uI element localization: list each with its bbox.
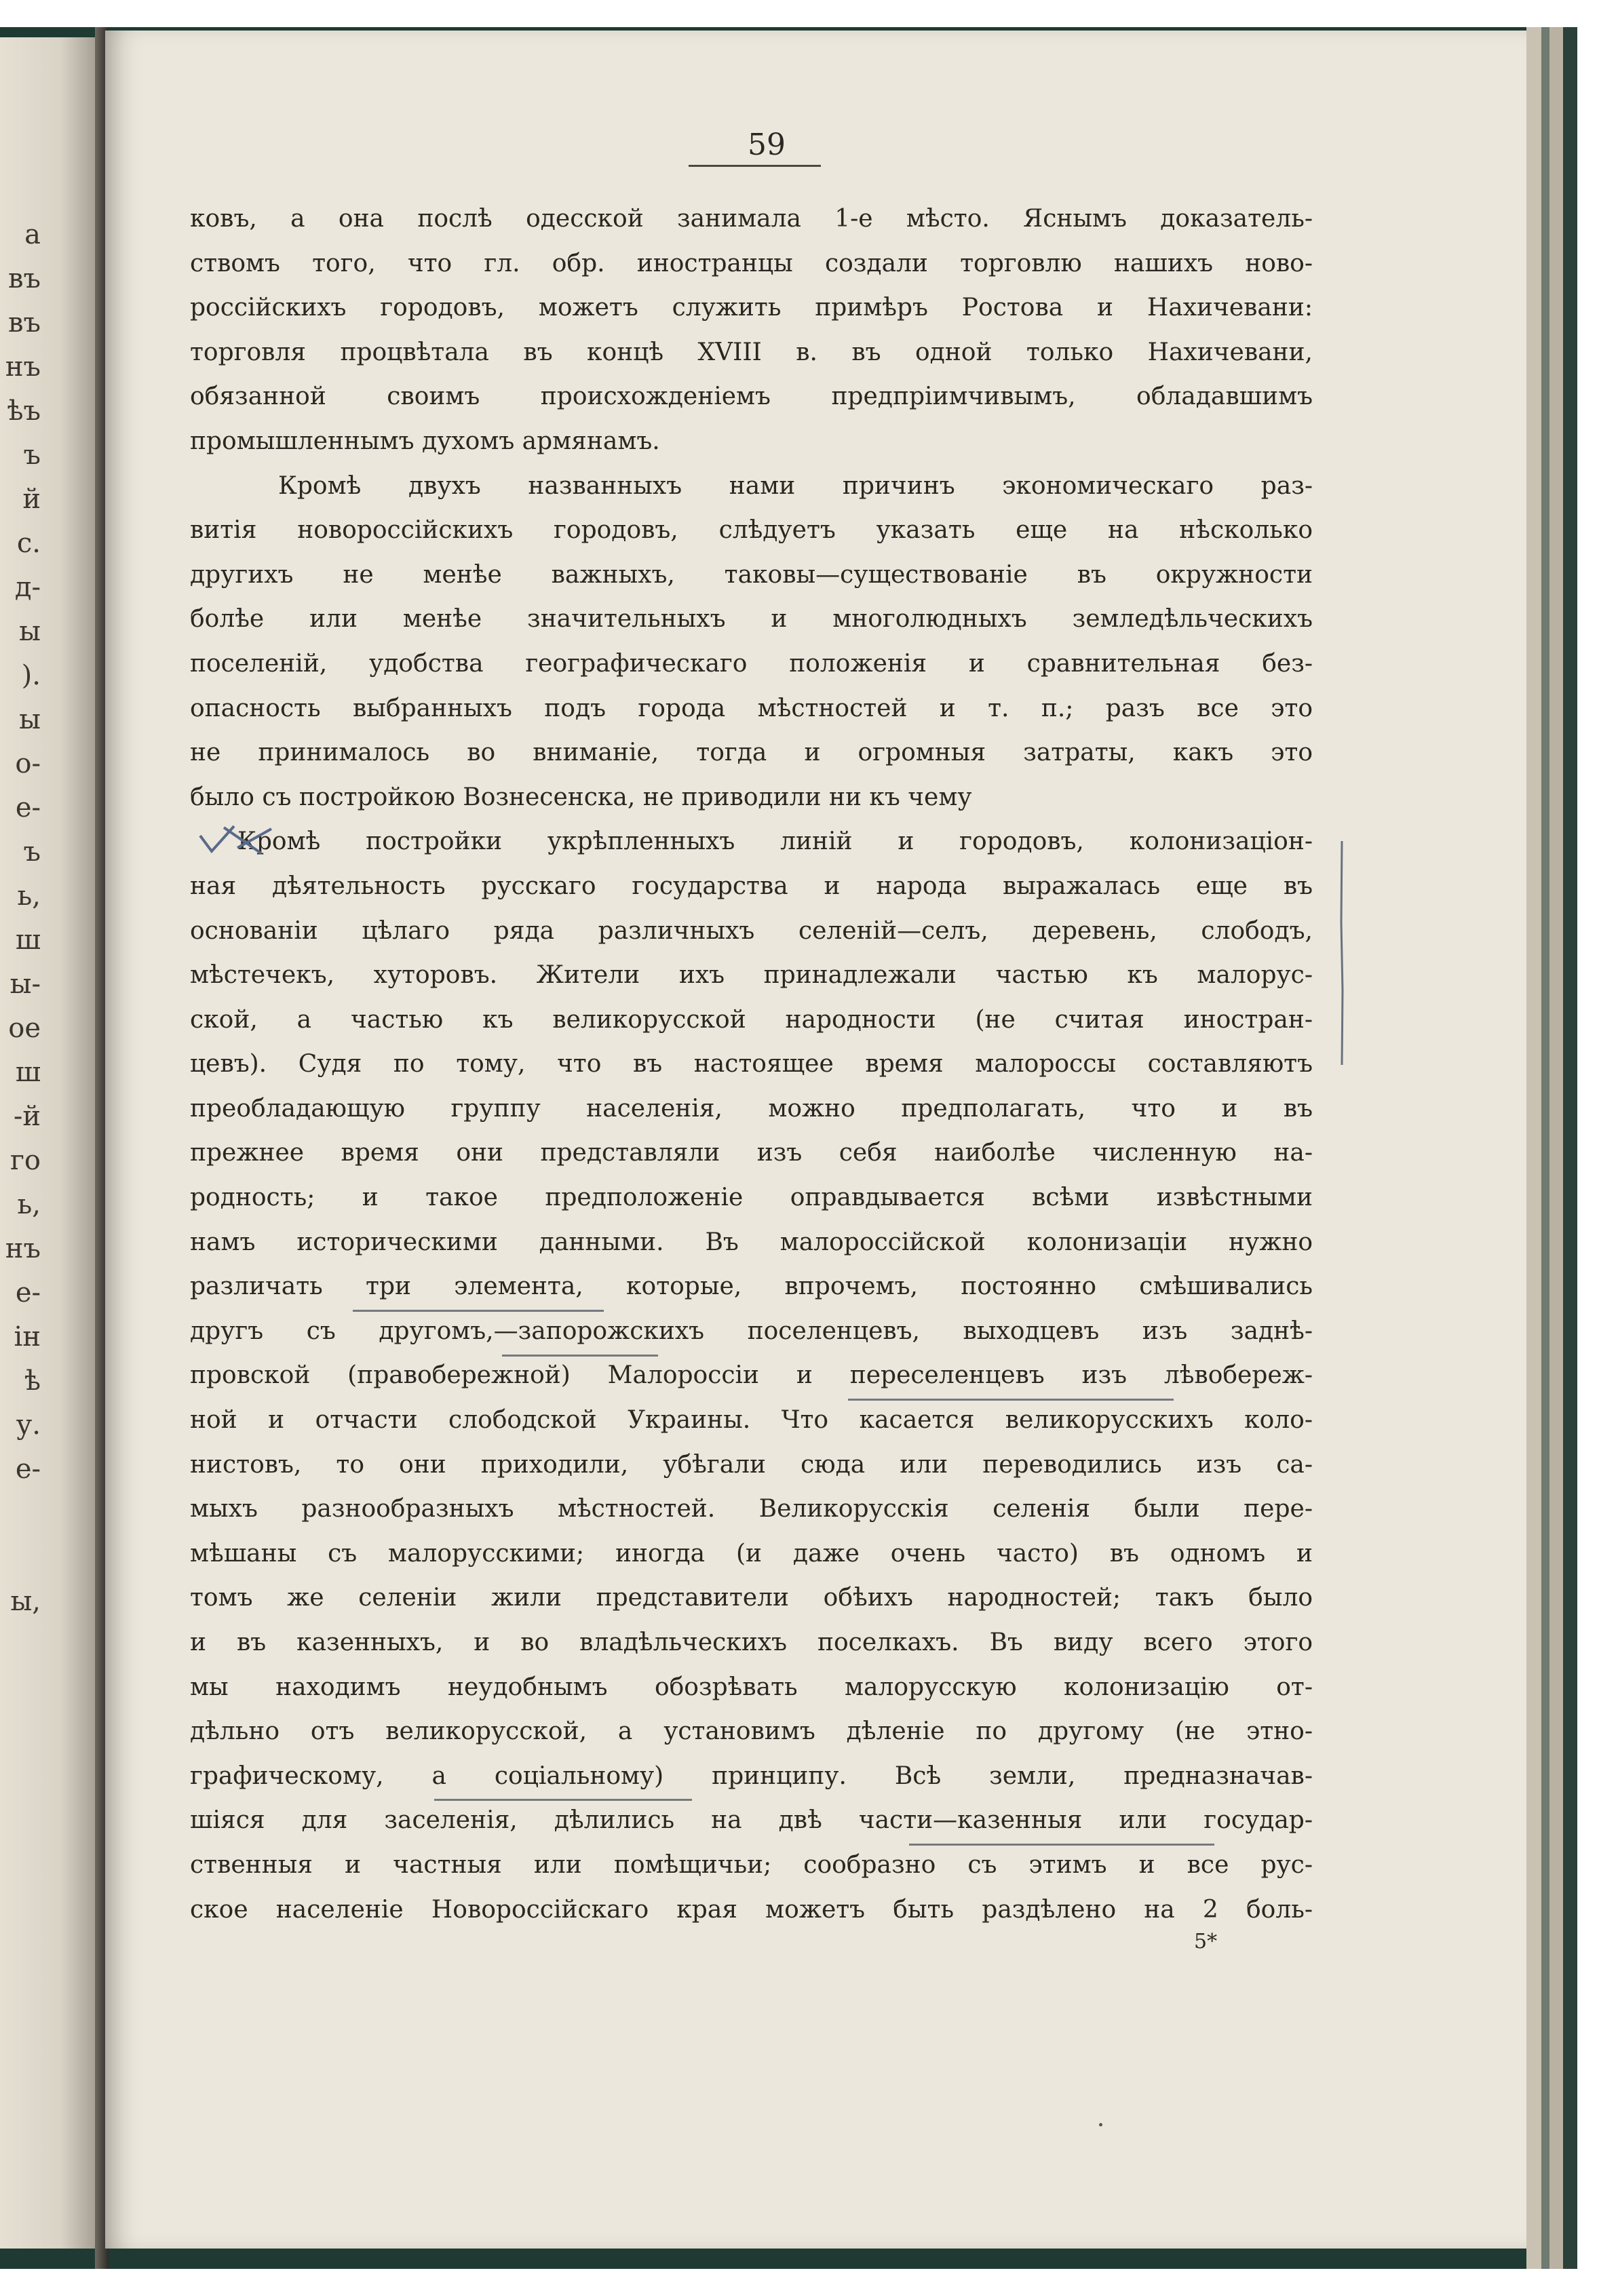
pencil-underline — [434, 1799, 692, 1801]
text-line: дѣльно отъ великорусской, а установимъ дѣленіе по другому (не этно- — [190, 1717, 1313, 1746]
margin-text-fragment: у. — [16, 1409, 41, 1441]
margin-text-fragment: ін — [14, 1321, 41, 1353]
margin-text-fragment: въ — [8, 263, 41, 294]
text-line: основаніи цѣлаго ряда различныхъ селеній—селъ, деревень, слободъ, — [190, 916, 1313, 945]
text-line: томъ же селеніи жили представители обѣихъ народностей; такъ было — [190, 1584, 1313, 1612]
text-line: другихъ не менѣе важныхъ, таковы—существованіе въ окружности — [190, 560, 1313, 589]
margin-text-fragment: ѣ — [24, 1365, 41, 1397]
page-number: 59 — [748, 128, 786, 162]
margin-text-fragment: -й — [13, 1101, 41, 1132]
text-line: ской, а частью къ великорусской народности (не считая иностран- — [190, 1005, 1313, 1034]
margin-text-fragment: ш — [15, 925, 41, 956]
speck — [1099, 2123, 1102, 2126]
margin-text-fragment: а — [24, 219, 41, 250]
text-line: различать три элемента, которые, впрочемъ, постоянно смѣшивались — [190, 1272, 1313, 1301]
margin-text-fragment: ы — [19, 704, 41, 735]
margin-text-fragment: нъ — [5, 351, 41, 383]
margin-text-fragment: ы — [19, 616, 41, 647]
text-line: нистовъ, то они приходили, убѣгали сюда или переводились изъ са- — [190, 1450, 1313, 1479]
margin-text-fragment: ы, — [10, 1586, 41, 1617]
page-number-rule — [689, 165, 821, 167]
text-line: торговля процвѣтала въ концѣ XVIII в. въ одной только Нахичевани, — [190, 338, 1313, 366]
text-line: родность; и такое предположеніе оправдывается всѣми извѣстными — [190, 1184, 1313, 1212]
page-edge — [1563, 27, 1577, 2269]
margin-text-fragment: ш — [15, 1057, 41, 1088]
text-line: и въ казенныхъ, и во владѣльческихъ поселкахъ. Въ виду всего этого — [190, 1629, 1313, 1656]
margin-text-fragment: ь, — [17, 1189, 41, 1220]
text-line: графическому, а соціальному) принципу. Всѣ земли, предназначав- — [190, 1762, 1313, 1790]
text-line: Кромѣ двухъ названныхъ нами причинъ экономическаго раз- — [278, 471, 1313, 500]
margin-text-fragment: й — [22, 484, 41, 515]
text-line: было съ постройкою Вознесенска, не приводили ни къ чему — [190, 783, 972, 811]
text-line: другъ съ другомъ,—запорожскихъ поселенцевъ, выходцевъ изъ заднѣ- — [190, 1317, 1313, 1345]
text-line: намъ историческими данными. Въ малороссійской колонизаціи нужно — [190, 1228, 1313, 1256]
body-text — [190, 197, 1313, 1932]
text-line: Кромѣ постройки укрѣпленныхъ линій и городовъ, колонизацiон- — [237, 828, 1313, 856]
text-line: ственныя и частныя или помѣщичьи; сообразно съ этимъ и все рус- — [190, 1850, 1313, 1879]
text-line: ское населеніе Новороссійскаго края можетъ быть раздѣлено на 2 боль- — [190, 1895, 1313, 1924]
text-line: мѣстечекъ, хуторовъ. Жители ихъ принадлежали частью къ малорус- — [190, 961, 1313, 990]
text-line: прежнее время они представляли изъ себя наиболѣе численную на- — [190, 1139, 1313, 1167]
page-edge — [1541, 27, 1549, 2269]
page-edge — [1526, 27, 1541, 2269]
pencil-underline — [353, 1310, 604, 1312]
margin-text-fragment: ). — [21, 660, 41, 691]
text-line: цевъ). Судя по тому, что въ настоящее время малороссы составляютъ — [190, 1050, 1313, 1078]
pencil-underline — [848, 1399, 1174, 1401]
text-line: не принималось во вниманіе, тогда и огромныя затраты, какъ это — [190, 739, 1313, 767]
text-line: ковъ, а она послѣ одесской занимала 1-е мѣсто. Яснымъ доказатель- — [190, 205, 1313, 233]
margin-text-fragment: ѣъ — [7, 395, 41, 427]
text-line: шіяся для заселенія, дѣлились на двѣ части—казенныя или государ- — [190, 1806, 1313, 1835]
text-line: витія новороссійскихъ городовъ, слѣдуетъ указать еще на нѣсколько — [190, 516, 1313, 545]
left-page-edge — [0, 37, 102, 2249]
margin-text-fragment: нъ — [5, 1233, 41, 1264]
margin-text-fragment: е- — [15, 792, 41, 823]
page-edge — [1549, 27, 1563, 2269]
pencil-underline — [909, 1844, 1214, 1846]
text-line: мыхъ разнообразныхъ мѣстностей. Великорусскія селенія были пере- — [190, 1495, 1313, 1523]
margin-text-fragment: въ — [8, 307, 41, 338]
pencil-check-mark-icon — [197, 821, 278, 855]
margin-text-fragment: с. — [16, 528, 41, 559]
text-line: ствомъ того, что гл. обр. иностранцы создали торговлю нашихъ ново- — [190, 249, 1313, 277]
pencil-underline — [502, 1355, 658, 1357]
text-line: мѣшаны съ малорусскими; иногда (и даже очень часто) въ одномъ и — [190, 1539, 1313, 1568]
margin-text-fragment: е- — [15, 1277, 41, 1308]
text-line: промышленнымъ духомъ армянамъ. — [190, 427, 660, 455]
margin-text-fragment: ъ — [23, 836, 41, 868]
margin-text-fragment: о- — [15, 748, 41, 779]
text-line: болѣе или менѣе значительныхъ и многолюдныхъ земледѣльческихъ — [190, 605, 1313, 634]
text-line: провской (правобережной) Малороссіи и переселенцевъ изъ лѣвобереж- — [190, 1361, 1313, 1390]
margin-text-fragment: е- — [15, 1454, 41, 1485]
text-line: мы находимъ неудобнымъ обозрѣвать малорусскую колонизацію от- — [190, 1673, 1313, 1701]
text-line: опасность выбранныхъ подъ города мѣстностей и т. п.; разъ все это — [190, 694, 1313, 722]
pencil-margin-line — [1340, 841, 1344, 1065]
text-line: преобладающую группу населенія, можно предполагать, что и въ — [190, 1094, 1313, 1123]
text-line: ная дѣятельность русскаго государства и народа выражалась еще въ — [190, 872, 1313, 900]
margin-text-fragment: ъ — [23, 440, 41, 471]
margin-text-fragment: го — [9, 1145, 41, 1176]
text-line: поселеній, удобства географическаго положенія и сравнительная без- — [190, 649, 1313, 678]
signature-mark: 5* — [1194, 1930, 1218, 1953]
text-line: россійскихъ городовъ, можетъ служить примѣръ Ростова и Нахичевани: — [190, 294, 1313, 322]
margin-text-fragment: ое — [8, 1013, 41, 1044]
text-line: обязанной своимъ происхожденіемъ предпріимчивымъ, обладавшимъ — [190, 383, 1313, 411]
margin-text-fragment: ы- — [9, 969, 41, 1000]
text-line: ной и отчасти слободской Украины. Что касается великорусскихъ коло- — [190, 1406, 1313, 1435]
margin-text-fragment: ь, — [17, 880, 41, 912]
margin-text-fragment: д- — [14, 572, 41, 603]
